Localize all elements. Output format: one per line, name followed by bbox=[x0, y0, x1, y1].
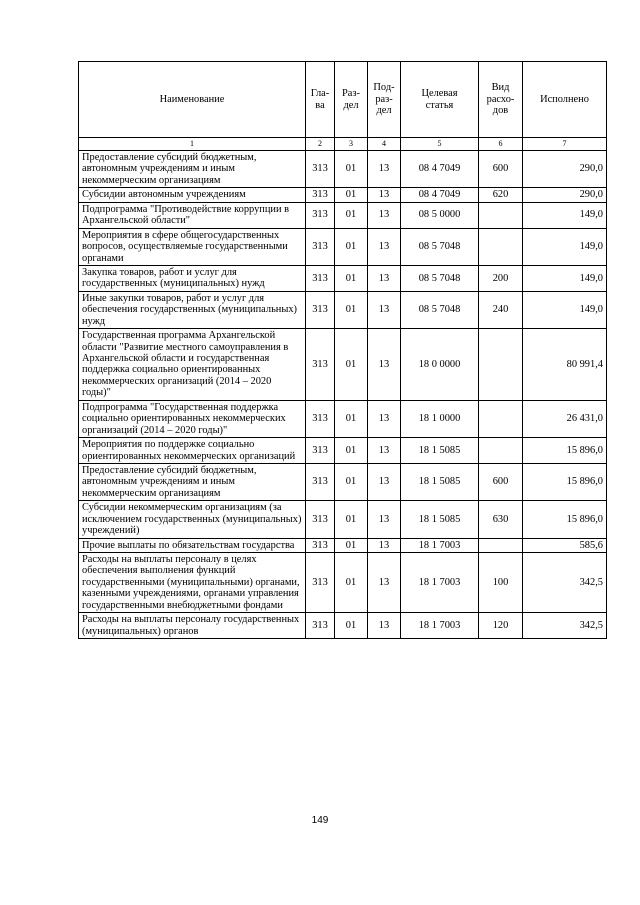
cell-vid bbox=[479, 400, 523, 437]
cell-amount: 149,0 bbox=[523, 228, 607, 265]
razdel-header: Раз- дел bbox=[335, 62, 368, 138]
cell-razdel: 01 bbox=[335, 553, 368, 613]
cell-vid bbox=[479, 228, 523, 265]
cell-podrazdel: 13 bbox=[368, 553, 401, 613]
budget-table bbox=[78, 61, 607, 639]
cell-razdel: 01 bbox=[335, 291, 368, 328]
cell-statya: 08 5 7048 bbox=[401, 291, 479, 328]
cell-razdel: 01 bbox=[335, 400, 368, 437]
podrazdel-header: Под- раз- дел bbox=[368, 62, 401, 138]
cell-podrazdel: 13 bbox=[368, 538, 401, 552]
column-number: 5 bbox=[401, 138, 479, 151]
table-row bbox=[79, 329, 607, 401]
vid-header: Вид расхо- дов bbox=[479, 62, 523, 138]
table-row bbox=[79, 553, 607, 613]
cell-glava: 313 bbox=[306, 553, 335, 613]
cell-razdel: 01 bbox=[335, 151, 368, 188]
cell-podrazdel: 13 bbox=[368, 202, 401, 228]
cell-name: Расходы на выплаты персоналу государственных (муниципальных) органов bbox=[79, 613, 306, 639]
cell-amount: 80 991,4 bbox=[523, 329, 607, 401]
cell-razdel: 01 bbox=[335, 265, 368, 291]
cell-name: Субсидии некоммерческим организациям (за исключением государственных (муниципальных) учреждений) bbox=[79, 501, 306, 538]
cell-glava: 313 bbox=[306, 613, 335, 639]
cell-podrazdel: 13 bbox=[368, 265, 401, 291]
cell-amount: 290,0 bbox=[523, 151, 607, 188]
column-number: 2 bbox=[306, 138, 335, 151]
cell-amount: 15 896,0 bbox=[523, 463, 607, 500]
column-number: 3 bbox=[335, 138, 368, 151]
cell-statya: 18 1 5085 bbox=[401, 438, 479, 464]
cell-glava: 313 bbox=[306, 228, 335, 265]
cell-name: Мероприятия в сфере общегосударственных вопросов, осуществляемые государственными органами bbox=[79, 228, 306, 265]
cell-glava: 313 bbox=[306, 265, 335, 291]
cell-vid: 600 bbox=[479, 463, 523, 500]
cell-glava: 313 bbox=[306, 400, 335, 437]
page-number: 149 bbox=[311, 815, 329, 826]
table-row bbox=[79, 265, 607, 291]
cell-vid: 600 bbox=[479, 151, 523, 188]
cell-statya: 18 1 5085 bbox=[401, 501, 479, 538]
cell-name: Подпрограмма "Государственная поддержка социально ориентированных некоммерческих организаций (2014 – 2020 годы)" bbox=[79, 400, 306, 437]
table-row bbox=[79, 501, 607, 538]
cell-glava: 313 bbox=[306, 291, 335, 328]
cell-statya: 08 5 0000 bbox=[401, 202, 479, 228]
cell-vid: 200 bbox=[479, 265, 523, 291]
cell-statya: 18 1 7003 bbox=[401, 613, 479, 639]
cell-vid bbox=[479, 202, 523, 228]
column-number: 1 bbox=[79, 138, 306, 151]
cell-name: Предоставление субсидий бюджетным, автономным учреждениям и иным некоммерческим организациям bbox=[79, 463, 306, 500]
cell-vid: 100 bbox=[479, 553, 523, 613]
cell-amount: 149,0 bbox=[523, 291, 607, 328]
cell-statya: 08 5 7048 bbox=[401, 265, 479, 291]
cell-podrazdel: 13 bbox=[368, 438, 401, 464]
cell-name: Прочие выплаты по обязательствам государства bbox=[79, 538, 306, 552]
cell-vid: 120 bbox=[479, 613, 523, 639]
cell-glava: 313 bbox=[306, 438, 335, 464]
cell-razdel: 01 bbox=[335, 329, 368, 401]
table-row bbox=[79, 188, 607, 202]
cell-vid bbox=[479, 438, 523, 464]
cell-name: Иные закупки товаров, работ и услуг для обеспечения государственных (муниципальных) нужд bbox=[79, 291, 306, 328]
cell-glava: 313 bbox=[306, 188, 335, 202]
column-number-row bbox=[79, 138, 607, 151]
cell-podrazdel: 13 bbox=[368, 613, 401, 639]
cell-podrazdel: 13 bbox=[368, 329, 401, 401]
cell-amount: 290,0 bbox=[523, 188, 607, 202]
cell-amount: 26 431,0 bbox=[523, 400, 607, 437]
cell-name: Подпрограмма "Противодействие коррупции в Архангельской области" bbox=[79, 202, 306, 228]
table-row bbox=[79, 463, 607, 500]
table-row bbox=[79, 202, 607, 228]
cell-name: Субсидии автономным учреждениям bbox=[79, 188, 306, 202]
cell-name: Закупка товаров, работ и услуг для государственных (муниципальных) нужд bbox=[79, 265, 306, 291]
column-number: 7 bbox=[523, 138, 607, 151]
cell-name: Расходы на выплаты персоналу в целях обеспечения выполнения функций государственными (муниципальными) органами, казенными учреждениями, органами управления государственными внебюджетными фондами bbox=[79, 553, 306, 613]
cell-podrazdel: 13 bbox=[368, 501, 401, 538]
cell-statya: 08 5 7048 bbox=[401, 228, 479, 265]
cell-statya: 18 1 7003 bbox=[401, 553, 479, 613]
header-row bbox=[79, 62, 607, 138]
cell-razdel: 01 bbox=[335, 202, 368, 228]
cell-podrazdel: 13 bbox=[368, 463, 401, 500]
cell-amount: 585,6 bbox=[523, 538, 607, 552]
table-row bbox=[79, 438, 607, 464]
cell-glava: 313 bbox=[306, 202, 335, 228]
cell-vid bbox=[479, 538, 523, 552]
cell-razdel: 01 bbox=[335, 501, 368, 538]
cell-name: Мероприятия по поддержке социально ориентированных некоммерческих организаций bbox=[79, 438, 306, 464]
cell-razdel: 01 bbox=[335, 188, 368, 202]
table-row bbox=[79, 400, 607, 437]
cell-razdel: 01 bbox=[335, 463, 368, 500]
cell-razdel: 01 bbox=[335, 613, 368, 639]
statya-header: Целевая статья bbox=[401, 62, 479, 138]
cell-amount: 342,5 bbox=[523, 613, 607, 639]
glava-header: Гла- ва bbox=[306, 62, 335, 138]
cell-amount: 15 896,0 bbox=[523, 501, 607, 538]
cell-podrazdel: 13 bbox=[368, 228, 401, 265]
cell-glava: 313 bbox=[306, 151, 335, 188]
table-row bbox=[79, 228, 607, 265]
column-number: 6 bbox=[479, 138, 523, 151]
cell-razdel: 01 bbox=[335, 228, 368, 265]
cell-vid: 630 bbox=[479, 501, 523, 538]
cell-vid: 620 bbox=[479, 188, 523, 202]
cell-statya: 18 1 0000 bbox=[401, 400, 479, 437]
cell-amount: 15 896,0 bbox=[523, 438, 607, 464]
table-body bbox=[79, 151, 607, 639]
cell-glava: 313 bbox=[306, 501, 335, 538]
table-row bbox=[79, 151, 607, 188]
table-row bbox=[79, 613, 607, 639]
cell-podrazdel: 13 bbox=[368, 400, 401, 437]
name-header: Наименование bbox=[79, 62, 306, 138]
cell-podrazdel: 13 bbox=[368, 151, 401, 188]
cell-glava: 313 bbox=[306, 538, 335, 552]
amount-header: Исполнено bbox=[523, 62, 607, 138]
cell-vid bbox=[479, 329, 523, 401]
cell-razdel: 01 bbox=[335, 538, 368, 552]
column-number: 4 bbox=[368, 138, 401, 151]
cell-vid: 240 bbox=[479, 291, 523, 328]
cell-name: Предоставление субсидий бюджетным, автономным учреждениям и иным некоммерческим организациям bbox=[79, 151, 306, 188]
cell-amount: 149,0 bbox=[523, 202, 607, 228]
cell-glava: 313 bbox=[306, 463, 335, 500]
cell-statya: 08 4 7049 bbox=[401, 188, 479, 202]
cell-razdel: 01 bbox=[335, 438, 368, 464]
cell-statya: 18 1 7003 bbox=[401, 538, 479, 552]
cell-podrazdel: 13 bbox=[368, 291, 401, 328]
cell-statya: 18 1 5085 bbox=[401, 463, 479, 500]
cell-name: Государственная программа Архангельской области "Развитие местного самоуправления в Архангельской области и государственная поддержка социально ориентированных некоммерческих организаций (2014 – 2020 годы)" bbox=[79, 329, 306, 401]
cell-glava: 313 bbox=[306, 329, 335, 401]
table-row bbox=[79, 538, 607, 552]
cell-amount: 342,5 bbox=[523, 553, 607, 613]
cell-statya: 08 4 7049 bbox=[401, 151, 479, 188]
table-row bbox=[79, 291, 607, 328]
cell-amount: 149,0 bbox=[523, 265, 607, 291]
cell-podrazdel: 13 bbox=[368, 188, 401, 202]
cell-statya: 18 0 0000 bbox=[401, 329, 479, 401]
